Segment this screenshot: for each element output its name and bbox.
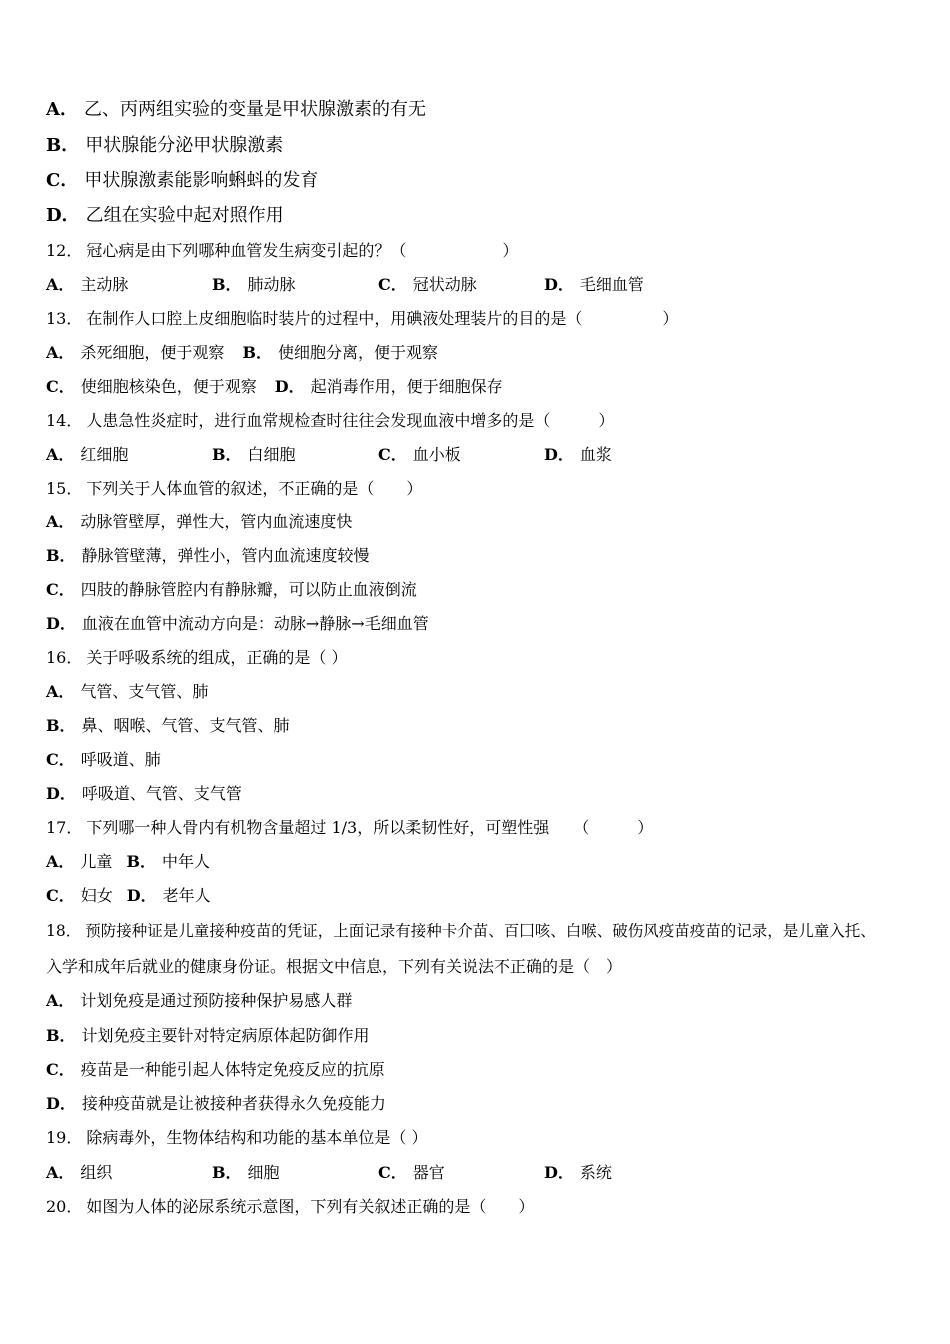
option-d [544,445,612,465]
option-c [46,377,257,397]
option-label: B． [46,546,76,565]
option-label: A． [46,852,75,871]
option-line [46,784,242,804]
option-text: 毛细血管 [579,275,644,294]
option-label: C． [46,750,75,769]
question-12-options [46,275,644,295]
option-text: 中年人 [161,852,210,871]
option-label: C． [46,886,75,905]
option-text: 杀死细胞，便于观察 [80,343,225,362]
option-a [46,1163,212,1183]
option-line [46,100,426,120]
question-number: 17． [46,818,83,837]
option-label: B． [242,343,272,362]
option-text: 系统 [579,1163,612,1182]
option-line [46,580,417,600]
option-label: A． [46,1163,75,1182]
question-15-stem [46,479,422,499]
option-text: 接种疫苗就是让被接种者获得永久免疫能力 [81,1094,386,1113]
option-label: D． [46,614,76,633]
question-19-stem [46,1128,427,1148]
option-line [46,614,429,634]
option-text: 组织 [80,1163,113,1182]
option-d [127,886,211,906]
option-label: C． [378,275,407,294]
option-text: 主动脉 [80,275,129,294]
option-text: 气管、支气管、肺 [80,682,209,701]
question-18-stem [46,921,876,941]
option-text: 使细胞核染色，便于观察 [80,377,257,396]
option-a [46,852,112,872]
option-label: B． [46,1026,76,1045]
question-13-options-ab [46,343,438,363]
option-text: 静脉管壁薄，弹性小，管内血流速度较慢 [81,546,370,565]
option-line [46,136,283,156]
option-label: B． [46,716,76,735]
option-label: A． [46,512,75,531]
option-line [46,206,284,226]
question-text: 在制作人口腔上皮细胞临时装片的过程中，用碘液处理装片的目的是（ ） [86,309,679,328]
option-b [126,852,210,872]
option-text: 计划免疫主要针对特定病原体起防御作用 [81,1026,370,1045]
option-line [46,716,290,736]
question-16-stem [46,648,347,668]
option-line [46,991,352,1011]
option-text: 肺动脉 [247,275,296,294]
option-text: 细胞 [247,1163,280,1182]
option-a [46,343,224,363]
option-text: 使细胞分离，便于观察 [277,343,438,362]
option-label: C． [46,377,75,396]
option-a [46,445,212,465]
option-text: 四肢的静脉管腔内有静脉瓣，可以防止血液倒流 [80,580,417,599]
option-label: D． [544,275,574,294]
option-text: 疫苗是一种能引起人体特定免疫反应的抗原 [80,1060,385,1079]
question-number: 19． [46,1128,83,1147]
option-line [46,1094,386,1114]
option-text: 乙、丙两组实验的变量是甲状腺激素的有无 [83,99,426,120]
question-number: 13． [46,309,83,328]
option-line [46,1060,385,1080]
question-12-stem [46,241,518,261]
option-label: D． [544,1163,574,1182]
option-label: B． [212,275,242,294]
option-line [46,1026,370,1046]
option-label: C． [46,170,79,191]
option-text: 血液在血管中流动方向是：动脉→静脉→毛细血管 [81,614,429,633]
option-b [242,343,438,363]
option-label: A． [46,343,75,362]
option-text: 器官 [412,1163,445,1182]
option-label: D． [126,886,157,905]
question-text: 下列关于人体血管的叙述，不正确的是（ ） [86,479,423,498]
question-number: 14． [46,411,83,430]
option-label: A． [46,682,75,701]
option-line [46,171,318,191]
question-18-stem-continued [46,957,622,977]
question-text: 下列哪一种人骨内有机物含量超过 1/3，所以柔韧性好，可塑性强 （ ） [86,818,654,837]
option-b [212,445,378,465]
question-13-options-cd [46,377,503,397]
question-20-stem [46,1197,534,1217]
option-text: 呼吸道、气管、支气管 [81,784,242,803]
option-text: 鼻、咽喉、气管、支气管、肺 [81,716,290,735]
option-line [46,750,161,770]
option-text: 妇女 [80,886,113,905]
option-label: D． [274,377,305,396]
option-line [46,512,352,532]
option-label: A． [46,99,78,120]
option-label: D． [46,784,76,803]
question-text: 如图为人体的泌尿系统示意图，下列有关叙述正确的是（ ） [86,1197,535,1216]
question-17-options-ab [46,852,210,872]
option-c [46,886,113,906]
option-label: B． [212,1163,242,1182]
option-label: A． [46,445,75,464]
option-label: A． [46,991,75,1010]
option-line [46,546,370,566]
question-text: 除病毒外，生物体结构和功能的基本单位是（ ） [86,1128,428,1147]
question-13-stem [46,309,678,329]
question-text: 入学和成年后就业的健康身份证。根据文中信息，下列有关说法不正确的是（ ） [46,957,623,976]
option-text: 红细胞 [80,445,129,464]
question-14-stem [46,411,614,431]
question-number: 12． [46,241,83,260]
option-text: 血小板 [412,445,461,464]
question-number: 20． [46,1197,83,1216]
option-c [378,445,544,465]
option-text: 甲状腺激素能影响蝌蚪的发育 [84,170,319,191]
question-19-options [46,1163,612,1183]
option-text: 乙组在实验中起对照作用 [85,205,284,226]
question-text: 冠心病是由下列哪种血管发生病变引起的？（ ） [86,241,519,260]
option-label: D． [46,205,80,226]
question-17-options-cd [46,886,211,906]
option-c [378,275,544,295]
option-text: 儿童 [80,852,113,871]
option-label: B． [46,135,80,156]
option-label: C． [46,580,75,599]
option-b [212,1163,378,1183]
option-text: 老年人 [162,886,211,905]
option-text: 血浆 [579,445,612,464]
option-text: 甲状腺能分泌甲状腺激素 [85,135,284,156]
option-d [544,275,644,295]
question-number: 15． [46,479,83,498]
option-label: C． [378,1163,407,1182]
option-label: D． [544,445,574,464]
question-number: 16． [46,648,83,667]
option-label: C． [378,445,407,464]
question-number: 18． [46,922,82,940]
option-d [544,1163,612,1183]
option-b [212,275,378,295]
option-text: 起消毒作用，便于细胞保存 [310,377,503,396]
option-text: 冠状动脉 [412,275,477,294]
option-label: B． [212,445,242,464]
question-14-options [46,445,612,465]
option-line [46,682,208,702]
option-c [378,1163,544,1183]
option-label: A． [46,275,75,294]
option-text: 动脉管壁厚，弹性大，管内血流速度快 [80,512,353,531]
option-d [275,377,503,397]
question-text: 人患急性炎症时，进行血常规检查时往往会发现血液中增多的是（ ） [86,411,615,430]
option-text: 计划免疫是通过预防接种保护易感人群 [80,991,353,1010]
option-a [46,275,212,295]
option-label: B． [126,852,156,871]
question-17-stem [46,818,653,838]
option-text: 呼吸道、肺 [80,750,161,769]
option-text: 白细胞 [247,445,296,464]
question-text: 预防接种证是儿童接种疫苗的凭证，上面记录有接种卡介苗、百囗咳、白喉、破伤风疫苗疫苗的记录，是儿童入托、 [85,922,876,940]
option-label: C． [46,1060,75,1079]
question-text: 关于呼吸系统的组成，正确的是（ ） [86,648,348,667]
option-label: D． [46,1094,76,1113]
